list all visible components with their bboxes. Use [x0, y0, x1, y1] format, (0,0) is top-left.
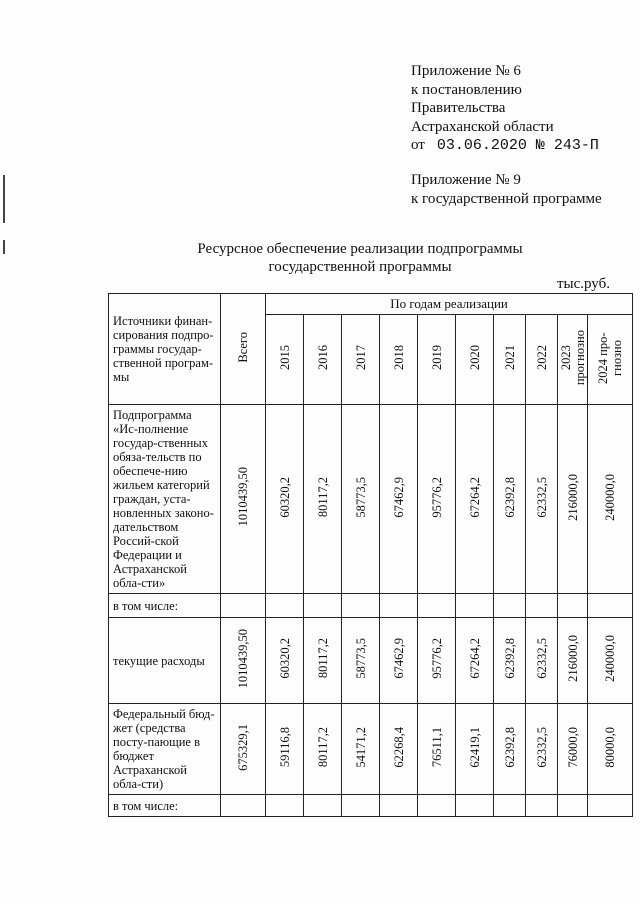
approval-header [411, 62, 599, 156]
date-line [411, 136, 599, 156]
value-cell [456, 594, 494, 618]
value-cell [380, 618, 418, 704]
value: 240000,0 [603, 473, 618, 521]
year-label: 2015 [277, 345, 292, 370]
year-header-2022 [526, 315, 558, 405]
value-cell [266, 704, 304, 795]
year-label: 2016 [315, 345, 330, 370]
value-cell [342, 594, 380, 618]
total-cell [221, 594, 266, 618]
year-label: 2018 [391, 345, 406, 370]
value: 240000,0 [603, 635, 618, 682]
total-header: Всего [236, 331, 250, 363]
value: 62392,8 [502, 638, 517, 679]
value-cell [342, 618, 380, 704]
to-resolution: к постановлению [411, 81, 522, 98]
value-cell [494, 704, 526, 795]
to-program: к государственной программе [411, 190, 602, 207]
date-prefix: от [411, 137, 425, 153]
value: 95776,2 [429, 638, 444, 679]
value: 62332,5 [534, 638, 549, 679]
year-header-2019 [418, 315, 456, 405]
value-cell [266, 405, 304, 594]
year-2023: 2023 [558, 345, 573, 370]
value-cell [558, 704, 588, 795]
value-cell [380, 405, 418, 594]
year-header-2020 [456, 315, 494, 405]
total-cell [221, 704, 266, 795]
value: 67264,2 [467, 638, 482, 679]
value-cell [494, 618, 526, 704]
appendix-9-header [411, 171, 602, 208]
scan-mark [3, 240, 5, 254]
value-cell [342, 795, 380, 817]
value-cell [266, 618, 304, 704]
value-cell [266, 795, 304, 817]
table-row [109, 594, 633, 618]
value: 62419,1 [467, 726, 482, 768]
units-label: тыс.руб. [556, 276, 610, 292]
row-label: текущие расходы [109, 618, 221, 704]
date-number: 03.06.2020 № 243-П [436, 137, 599, 154]
value-cell [558, 795, 588, 817]
years-group-header: По годам реализации [266, 294, 633, 315]
appendix-6-title: Приложение № 6 [411, 63, 521, 79]
value: 80000,0 [603, 726, 618, 768]
value-cell [588, 795, 633, 817]
value-cell [380, 704, 418, 795]
year-header-2015 [266, 315, 304, 405]
value: 58773,5 [353, 476, 368, 518]
table-row [109, 405, 633, 594]
value-cell [558, 594, 588, 618]
scan-mark [3, 175, 5, 223]
value-cell [526, 618, 558, 704]
value: 58773,5 [353, 638, 368, 679]
value-cell [588, 405, 633, 594]
value-cell [456, 795, 494, 817]
value-cell [304, 594, 342, 618]
year-2024-header [588, 315, 633, 405]
total-value: 675329,1 [236, 723, 250, 771]
value: 59116,8 [277, 726, 292, 768]
value-cell [526, 795, 558, 817]
note-2024: про-гнозно [596, 331, 625, 376]
total-value: 1010439,50 [236, 467, 250, 527]
year-header-2017 [342, 315, 380, 405]
year-label: 2020 [467, 345, 482, 370]
value-cell [588, 704, 633, 795]
government-line: Правительства [411, 100, 506, 116]
value-cell [418, 704, 456, 795]
value: 216000,0 [565, 635, 580, 682]
value-cell [558, 405, 588, 594]
year-label: 2021 [502, 345, 517, 370]
value-cell [418, 405, 456, 594]
value: 67264,2 [467, 476, 482, 518]
row-label: Федеральный бюд-жет (средства посту-пающие в бюджет Астраханской обла-сти) [109, 704, 221, 795]
resource-table [108, 293, 633, 817]
total-cell [221, 795, 266, 817]
value: 60320,2 [277, 476, 292, 518]
value-cell [526, 405, 558, 594]
table-row [109, 704, 633, 795]
total-cell [221, 405, 266, 594]
value-cell [456, 704, 494, 795]
value: 62392,8 [502, 476, 517, 518]
value-cell [304, 704, 342, 795]
value: 67462,9 [391, 476, 406, 518]
year-header-2018 [380, 315, 418, 405]
total-value: 1010439,50 [236, 628, 250, 689]
value-cell [456, 405, 494, 594]
total-cell [221, 618, 266, 704]
value-cell [342, 405, 380, 594]
title-line-1: Ресурсное обеспечение реализации подпрограммы [197, 241, 523, 257]
value-cell [418, 594, 456, 618]
value: 54171,2 [353, 726, 368, 768]
value-cell [304, 795, 342, 817]
source-header: Источники финан-сирования подпро-граммы государ-ственной програм-мы [109, 294, 221, 405]
table-row [109, 795, 633, 817]
value: 95776,2 [429, 476, 444, 518]
value-cell [266, 594, 304, 618]
value-cell [380, 594, 418, 618]
value: 80117,2 [315, 726, 330, 768]
value-cell [494, 405, 526, 594]
year-header-2016 [304, 315, 342, 405]
value-cell [304, 618, 342, 704]
value: 67462,9 [391, 638, 406, 679]
value-cell [494, 795, 526, 817]
year-2023-header [558, 315, 588, 405]
value: 80117,2 [315, 476, 330, 518]
title-line-2: государственной программы [268, 259, 452, 275]
row-label: в том числе: [109, 594, 221, 618]
year-header-2021 [494, 315, 526, 405]
value-cell [494, 594, 526, 618]
region-line: Астраханской области [411, 118, 554, 135]
year-label: 2019 [429, 345, 444, 370]
value-cell [526, 704, 558, 795]
value: 60320,2 [277, 638, 292, 679]
value-cell [418, 618, 456, 704]
page-title [150, 240, 570, 276]
value: 62268,4 [391, 726, 406, 768]
value: 216000,0 [565, 473, 580, 521]
year-2024: 2024 [596, 358, 611, 384]
value-cell [588, 594, 633, 618]
value-cell [588, 618, 633, 704]
year-label: 2017 [353, 345, 368, 370]
value: 62332,5 [534, 726, 549, 768]
row-label: Подпрограмма «Ис-полнение государ-ственных обяза-тельств по обеспече-нию жильем категорий граждан, уста-новленных законо-дательством Россий-ской Федерации и Астраханской обла-сти» [109, 405, 221, 594]
value: 76511,1 [429, 726, 444, 768]
appendix-9-title: Приложение № 9 [411, 172, 521, 188]
table-row [109, 618, 633, 704]
value: 76000,0 [565, 726, 580, 768]
value-cell [304, 405, 342, 594]
row-label: в том числе: [109, 795, 221, 817]
year-label: 2022 [534, 345, 549, 370]
value: 80117,2 [315, 638, 330, 679]
note-2023: прогнозно [572, 329, 587, 386]
value-cell [526, 594, 558, 618]
value-cell [380, 795, 418, 817]
total-header-cell [221, 294, 266, 405]
value-cell [342, 704, 380, 795]
value-cell [418, 795, 456, 817]
value: 62392,8 [502, 726, 517, 768]
value: 62332,5 [534, 476, 549, 518]
value-cell [558, 618, 588, 704]
value-cell [456, 618, 494, 704]
